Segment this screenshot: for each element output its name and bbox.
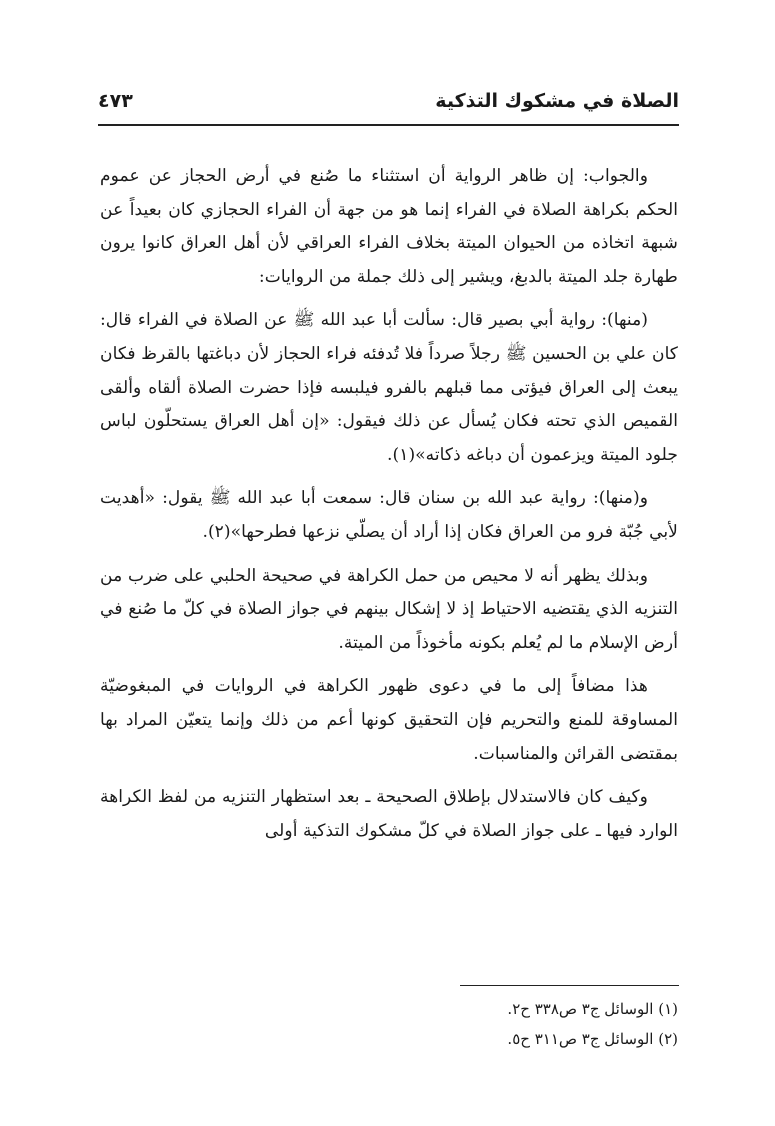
text-line: المبغوضيّة المساوقة للمنع والتحريم فإن التحقيق كونها أعم من ذلك وإنما <box>100 676 679 730</box>
text-line: هذا مضافاً إلى ما في دعوى ظهور الكراهة في الروايات في <box>181 676 648 697</box>
page-number: ٤٧٣ <box>98 90 133 112</box>
text-line: ذكاته»(١). <box>387 444 461 465</box>
footnotes <box>300 994 678 1054</box>
text-line: كان بعيداً عن شبهة اتخاذه من الحيوان الميتة بخلاف الفراء العراقي لأن <box>100 199 678 254</box>
paragraph <box>100 670 678 771</box>
text-line: لأن دباغتها بالقرظ فكان يبعث إلى العراق فيؤتى مما قبلهم بالفرو فيلبسه <box>100 343 678 398</box>
text-line: الروايات: <box>258 266 324 287</box>
body-text <box>100 160 678 858</box>
header-rule <box>98 124 679 126</box>
footnote-separator <box>460 985 679 986</box>
paragraph <box>100 482 678 549</box>
paragraph <box>100 160 678 294</box>
text-line: الميتة. <box>338 632 384 653</box>
text-line: فطرحها»(٢). <box>202 521 297 542</box>
footnote-1: (١) الوسائل ج٣ ص٣٣٨ ح٢. <box>507 1000 678 1018</box>
text-line: وبذلك يظهر أنه لا محيص من حمل الكراهة في صحيحة الحلبي <box>209 565 648 586</box>
paragraph <box>100 560 678 661</box>
text-line: و(منها): رواية عبد الله بن سنان قال: سمعت أبا عبد الله ﷺ يقول: <box>162 488 649 509</box>
text-line: فإذا حضرت الصلاة ألقاه وألقى القميص الذي تحته فكان يُسأل عن ذلك <box>100 377 678 432</box>
page-header <box>98 86 679 120</box>
text-line: أهل العراق كانوا يرون طهارة جلد الميتة بالدبغ، ويشير إلى ذلك جملة من <box>100 233 678 287</box>
text-line: (منها): رواية أبي بصير قال: سألت أبا عبد الله ﷺ عن الصلاة في <box>185 310 648 331</box>
text-line: «أهديت لأبي جُبّة فرو من العراق فكان إذا أراد أن يصلّي نزعها <box>100 488 678 542</box>
paragraph <box>100 781 678 848</box>
text-line: على ضرب من التنزيه الذي يقتضيه الاحتياط إذ لا إشكال بينهم في جواز <box>100 565 679 620</box>
text-line: وكيف كان فالاستدلال بإطلاق الصحيحة ـ بعد استظهار التنزيه من <box>193 787 648 808</box>
text-line: الصلاة في كلّ ما صُنع في أرض الإسلام ما لم يُعلم بكونه مأخوذاً من <box>100 599 678 653</box>
text-line: والجواب: إن ظاهر الرواية أن استثناء ما صُنع في أرض الحجاز عن <box>148 166 649 186</box>
text-line: عموم الحكم بكراهة الصلاة في الفراء إنما هو من جهة أن الفراء الحجازي <box>100 166 679 220</box>
text-line: فيقول: «إن أهل العراق يستحلّون لباس جلود الميتة ويزعمون أن دباغه <box>100 411 678 465</box>
paragraph <box>100 304 678 472</box>
footnote-2: (٢) الوسائل ج٣ ص٣١١ ح٥. <box>507 1030 678 1048</box>
text-line: لفظ الكراهة الوارد فيها ـ على جواز الصلاة في كلّ مشكوك التذكية أولى <box>100 787 678 841</box>
text-line: الفراء قال: كان علي بن الحسين ﷺ رجلاً صرداً فلا تُدفئه فراء الحجاز <box>100 310 678 364</box>
running-title: الصلاة في مشكوك التذكية <box>435 90 679 112</box>
text-line: يتعيّن المراد بها بمقتضى القرائن والمناسبات. <box>100 709 678 764</box>
